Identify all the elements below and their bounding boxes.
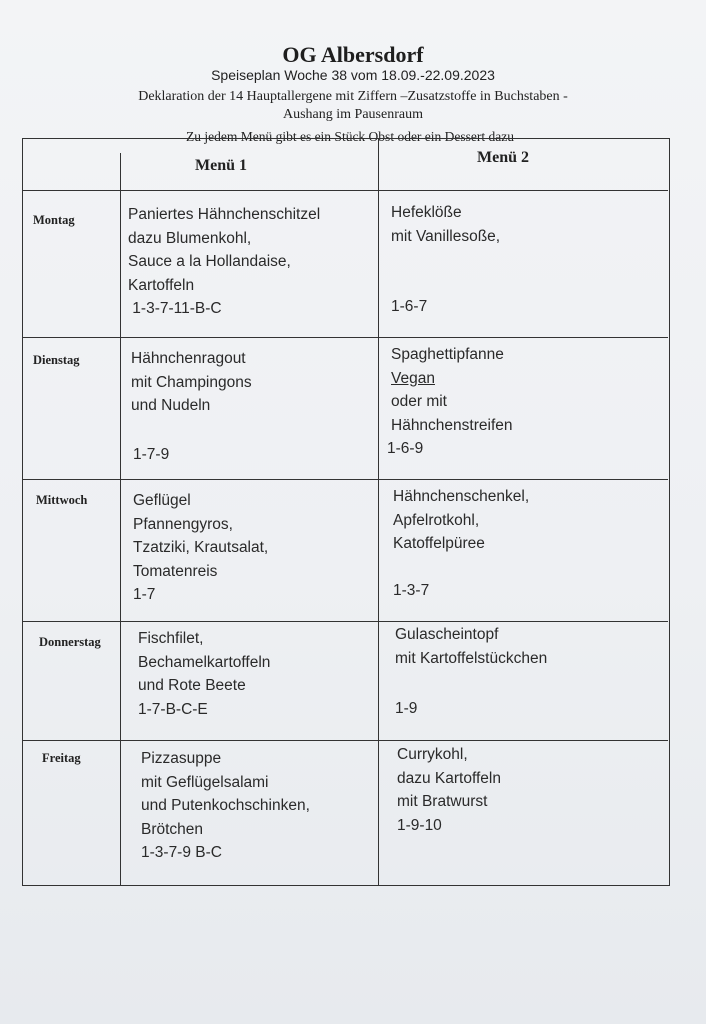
column-divider-2	[378, 139, 379, 885]
dish-line: mit Kartoffelstückchen	[395, 649, 548, 667]
allergen-codes: 1-6-7	[391, 298, 428, 315]
declaration-line-2: Aushang im Pausenraum	[283, 107, 423, 122]
dish-line: Fischfilet,	[138, 630, 204, 647]
dish-line: Gulascheintopf	[395, 626, 499, 643]
dish-line: Currykohl,	[397, 746, 468, 763]
menu-1-dish	[128, 203, 320, 321]
menu-2-dish	[393, 485, 529, 556]
dish-line: dazu Blumenkohl,	[128, 229, 252, 247]
day-label: Donnerstag	[39, 635, 101, 649]
dish-line: Tzatziki, Krautsalat,	[133, 539, 269, 556]
menu-1-dish	[138, 627, 270, 721]
allergen-codes: 1-3-7	[393, 582, 430, 599]
dish-line: Hefeklöße	[391, 204, 462, 221]
row-divider-2	[23, 479, 668, 480]
dish-line: Geflügel	[133, 492, 191, 509]
menu-2-dish	[397, 743, 501, 837]
dish-line: Bechamelkartoffeln	[138, 653, 271, 671]
allergen-codes: 1-9	[395, 700, 418, 717]
dish-line: Apfelrotkohl,	[393, 511, 480, 529]
menu-2-dish	[395, 623, 547, 670]
dish-line: Tomatenreis	[133, 562, 218, 580]
menu-1-dish	[131, 347, 252, 418]
dish-line: oder mit	[391, 393, 447, 410]
dish-line: mit Vanillesoße,	[391, 227, 501, 245]
dish-line-vegan: Vegan	[391, 369, 435, 387]
row-divider-4	[23, 740, 668, 741]
allergen-codes: 1-9-10	[397, 816, 442, 834]
page-title: OG Albersdorf	[282, 42, 424, 67]
day-label: Montag	[33, 213, 75, 227]
dish-line: Brötchen	[141, 820, 204, 838]
allergen-declaration	[20, 88, 686, 124]
menu-1-dish	[141, 747, 310, 865]
dish-line: Hähnchenragout	[131, 350, 246, 367]
allergen-codes: 1-3-7-9 B-C	[141, 844, 222, 861]
dish-line: mit Champingons	[131, 373, 252, 391]
dish-line: Spaghettipfanne	[391, 346, 504, 363]
allergen-codes: 1-7-9	[133, 446, 170, 463]
allergen-codes: 1-7	[133, 586, 156, 603]
dish-line: Sauce a la Hollandaise,	[128, 253, 291, 270]
menu-2-dish	[387, 343, 513, 461]
declaration-line-1: Deklaration der 14 Hauptallergene mit Ziffern –Zusatzstoffe in Buchstaben -	[138, 89, 568, 104]
dish-line: Katoffelpüree	[393, 535, 485, 552]
row-divider-3	[23, 621, 668, 622]
day-label: Dienstag	[33, 353, 80, 367]
menu-1-dish	[133, 489, 268, 607]
allergen-codes: 1-7-B-C-E	[138, 700, 208, 718]
dish-line: mit Bratwurst	[397, 793, 488, 810]
menu-week-subtitle: Speiseplan Woche 38 vom 18.09.-22.09.2023	[211, 67, 495, 83]
dish-line: mit Geflügelsalami	[141, 773, 269, 791]
dish-line: Paniertes Hähnchenschitzel	[128, 206, 321, 223]
column-divider-1	[120, 153, 121, 885]
dish-line: Pfannengyros,	[133, 515, 233, 533]
dessert-note: Zu jedem Menü gibt es ein Stück Obst oder ein Dessert dazu	[185, 129, 515, 144]
menu-table	[22, 138, 670, 886]
allergen-codes: 1-6-9	[387, 440, 424, 457]
allergen-codes: 1-3-7-11-B-C	[128, 300, 222, 317]
dish-line: Hähnchenstreifen	[391, 416, 513, 434]
dish-line: und Putenkochschinken,	[141, 797, 310, 814]
dish-line: und Nudeln	[131, 397, 211, 414]
dish-line: Pizzasuppe	[141, 750, 222, 767]
day-label: Mittwoch	[36, 493, 88, 507]
menu-2-dish	[391, 201, 500, 248]
day-label: Freitag	[42, 751, 81, 765]
dish-line: Hähnchenschenkel,	[393, 488, 530, 505]
row-divider-1	[23, 337, 668, 338]
dish-line: Kartoffeln	[128, 276, 195, 294]
header-divider	[23, 190, 668, 191]
column-header-menu-2: Menü 2	[477, 149, 529, 166]
column-header-menu-1: Menü 1	[195, 157, 247, 174]
dish-line: und Rote Beete	[138, 677, 246, 694]
dish-line: dazu Kartoffeln	[397, 769, 501, 787]
